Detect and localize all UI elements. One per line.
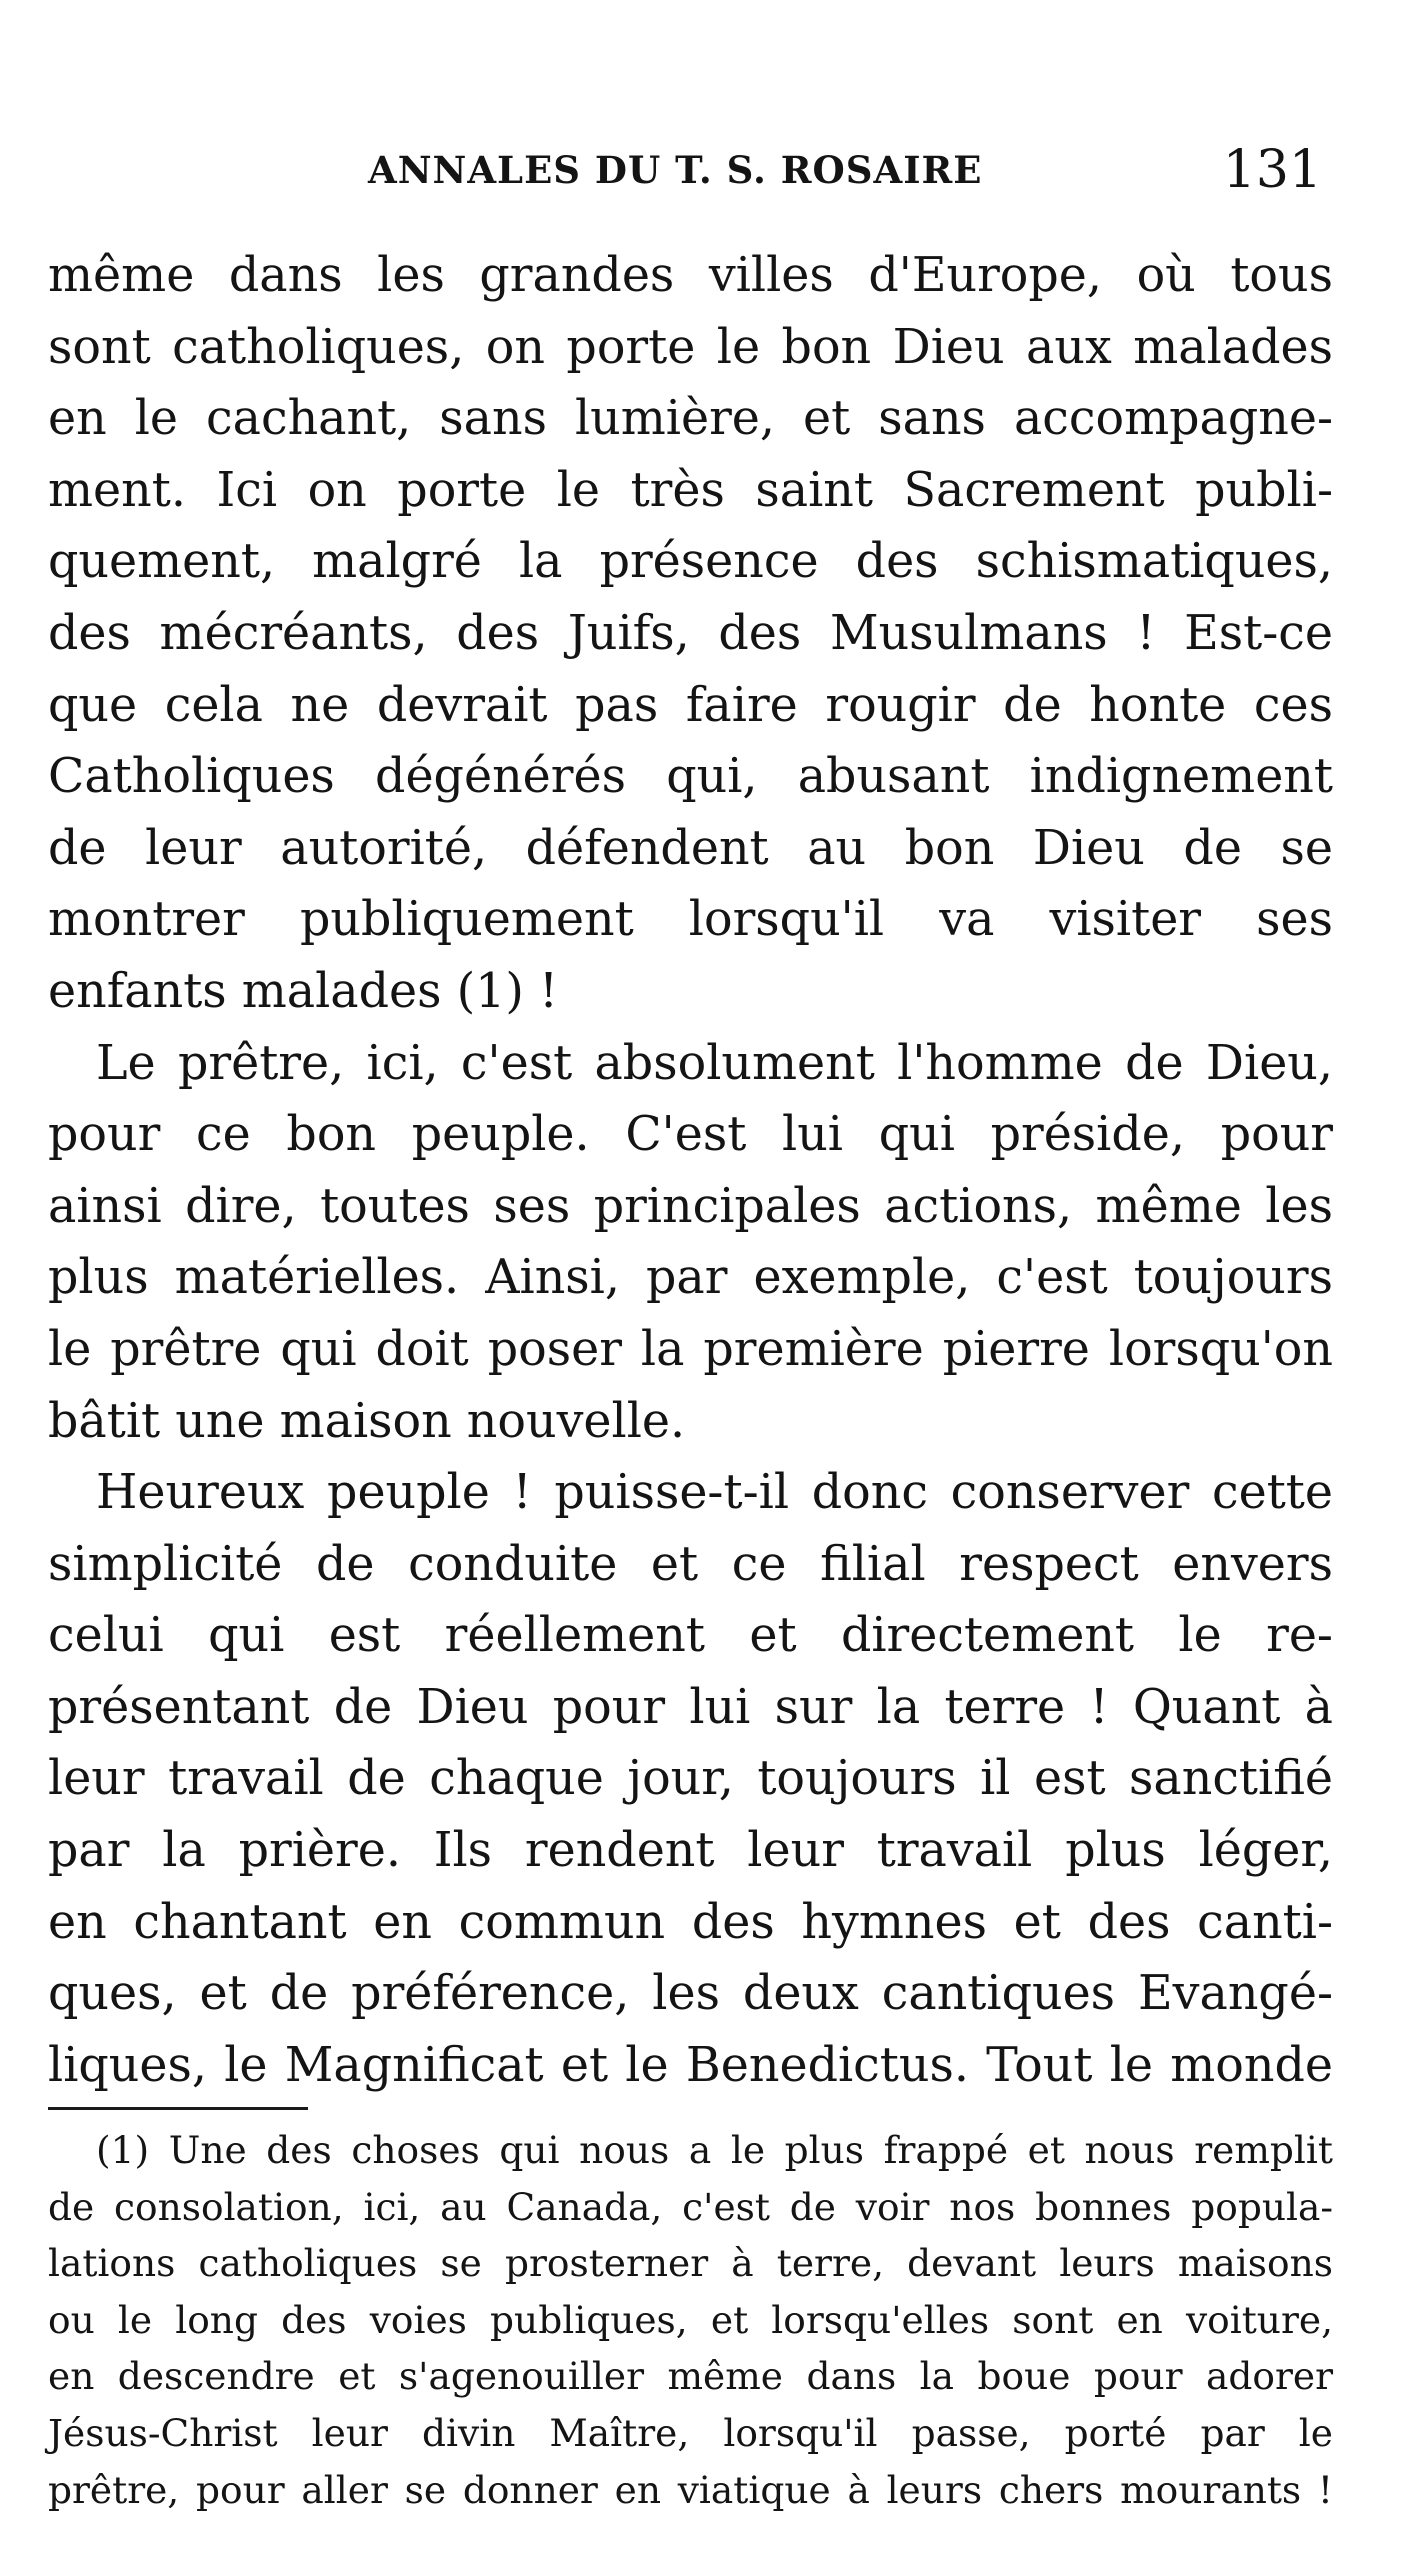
footnote <box>48 2122 1333 2518</box>
page-header <box>48 140 1370 200</box>
text-line: celui qui est réellement et directement le re- <box>48 1608 1333 1664</box>
text-line: leur travail de chaque jour, toujours il est sanctifié <box>48 1751 1333 1807</box>
footnote-line: ou le long des voies publiques, et lorsqu'elles sont en voiture, <box>48 2297 1333 2342</box>
text-line: montrer publiquement lorsqu'il va visiter ses <box>48 892 1333 948</box>
footnote-line: prêtre, pour aller se donner en viatique à leurs chers mourants ! <box>48 2467 1333 2512</box>
page-number: 131 <box>1222 140 1322 200</box>
text-line: liques, le Magnificat et le Benedictus. Tout le monde <box>48 2037 1333 2093</box>
running-title: ANNALES DU T. S. ROSAIRE <box>368 148 983 192</box>
footnote-divider <box>48 2107 308 2110</box>
body-text <box>48 240 1333 2101</box>
text-line: même dans les grandes villes d'Europe, où tous <box>48 248 1333 303</box>
text-line: sont catholiques, on porte le bon Dieu aux malades <box>48 319 1333 375</box>
text-line: le prêtre qui doit poser la première pierre lorsqu'on <box>48 1321 1333 1377</box>
text-line: en chantant en commun des hymnes et des canti- <box>48 1894 1333 1950</box>
text-line: ment. Ici on porte le très saint Sacrement publi- <box>48 462 1333 518</box>
text-line: des mécréants, des Juifs, des Musulmans ! Est-ce <box>48 605 1333 661</box>
footnote-line: Jésus-Christ leur divin Maître, lorsqu'il passe, porté par le <box>48 2410 1333 2455</box>
text-line: plus matérielles. Ainsi, par exemple, c'est toujours <box>48 1250 1333 1306</box>
text-line: ques, et de préférence, les deux cantiques Evangé- <box>48 1966 1333 2022</box>
footnote-line: en descendre et s'agenouiller même dans la boue pour adorer <box>48 2354 1333 2399</box>
paragraph-first-line: Heureux peuple ! puisse-t-il donc conserver cette <box>96 1465 1333 1521</box>
text-line: présentant de Dieu pour lui sur la terre ! Quant à <box>48 1679 1333 1735</box>
text-line: quement, malgré la présence des schismatiques, <box>48 534 1333 590</box>
footnote-line: lations catholiques se prosterner à terre, devant leurs maisons <box>48 2241 1333 2286</box>
text-line: par la prière. Ils rendent leur travail plus léger, <box>48 1823 1333 1879</box>
paragraph-first-line: Le prêtre, ici, c'est absolument l'homme de Dieu, <box>96 1035 1333 1091</box>
footnote-line: (1) Une des choses qui nous a le plus frappé et nous remplit <box>96 2128 1333 2172</box>
paragraph-end-line: bâtit une maison nouvelle. <box>48 1393 686 1449</box>
footnote-line: de consolation, ici, au Canada, c'est de voir nos bonnes popula- <box>48 2184 1333 2229</box>
paragraph-end-line: enfants malades (1) ! <box>48 963 559 1019</box>
text-line: que cela ne devrait pas faire rougir de honte ces <box>48 677 1333 733</box>
text-line: de leur autorité, défendent au bon Dieu de se <box>48 820 1333 876</box>
text-line: simplicité de conduite et ce filial respect envers <box>48 1536 1333 1592</box>
text-line: en le cachant, sans lumière, et sans accompagne- <box>48 391 1333 447</box>
text-line: Catholiques dégénérés qui, abusant indignement <box>48 749 1333 805</box>
text-line: ainsi dire, toutes ses principales actions, même les <box>48 1178 1333 1234</box>
text-line: pour ce bon peuple. C'est lui qui préside, pour <box>48 1107 1333 1163</box>
